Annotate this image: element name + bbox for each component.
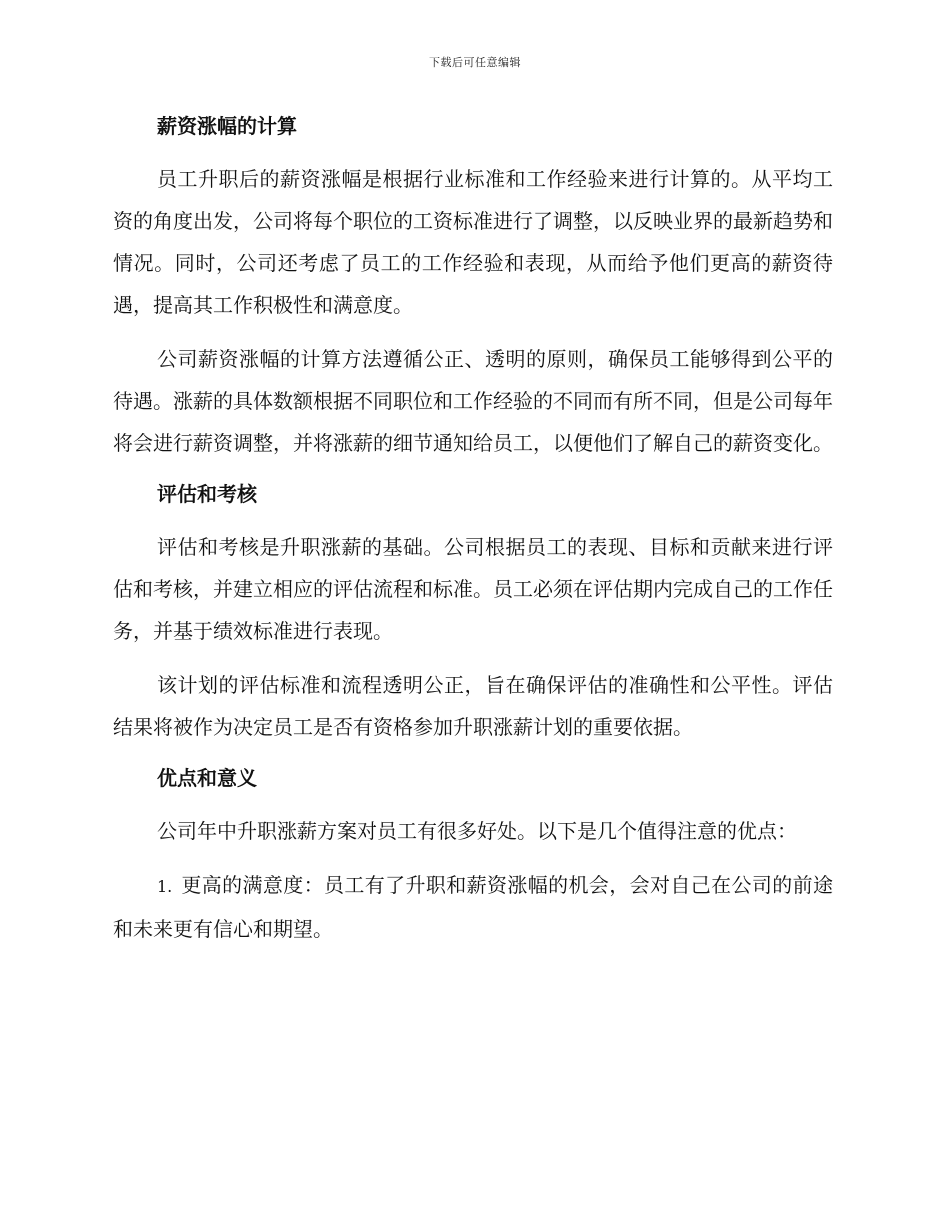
section-salary-calculation bbox=[113, 108, 833, 464]
section-heading: 优点和意义 bbox=[157, 766, 257, 790]
document-body bbox=[113, 108, 833, 950]
list-item-text: 更高的满意度：员工有了升职和薪资涨幅的机会，会对自己在公司的前途和未来更有信心和期望。 bbox=[113, 873, 833, 941]
section-evaluation bbox=[113, 476, 833, 748]
paragraph: 该计划的评估标准和流程透明公正，旨在确保评估的准确性和公平性。评估结果将被作为决定员工是否有资格参加升职涨薪计划的重要依据。 bbox=[113, 673, 833, 739]
paragraph: 公司薪资涨幅的计算方法遵循公正、透明的原则，确保员工能够得到公平的待遇。涨薪的具体数额根据不同职位和工作经验的不同而有所不同，但是公司每年将会进行薪资调整，并将涨薪的细节通知给员工，以便他们了解自己的薪资变化。 bbox=[113, 347, 833, 455]
section-advantages bbox=[113, 760, 833, 950]
paragraph: 公司年中升职涨薪方案对员工有很多好处。以下是几个值得注意的优点： bbox=[157, 819, 797, 843]
paragraph: 评估和考核是升职涨薪的基础。公司根据员工的表现、目标和贡献来进行评估和考核，并建立相应的评估流程和标准。员工必须在评估期内完成自己的工作任务，并基于绩效标准进行表现。 bbox=[113, 535, 833, 643]
list-number: 1. bbox=[157, 877, 173, 896]
page-header: 下载后可任意编辑 bbox=[429, 56, 521, 69]
list-item bbox=[113, 864, 833, 950]
paragraph: 员工升职后的薪资涨幅是根据行业标准和工作经验来进行计算的。从平均工资的角度出发，公司将每个职位的工资标准进行了调整，以反映业界的最新趋势和情况。同时，公司还考虑了员工的工作经验和表现，从而给予他们更高的薪资待遇，提高其工作积极性和满意度。 bbox=[113, 167, 833, 317]
section-heading: 薪资涨幅的计算 bbox=[157, 114, 297, 138]
section-heading: 评估和考核 bbox=[157, 482, 257, 506]
